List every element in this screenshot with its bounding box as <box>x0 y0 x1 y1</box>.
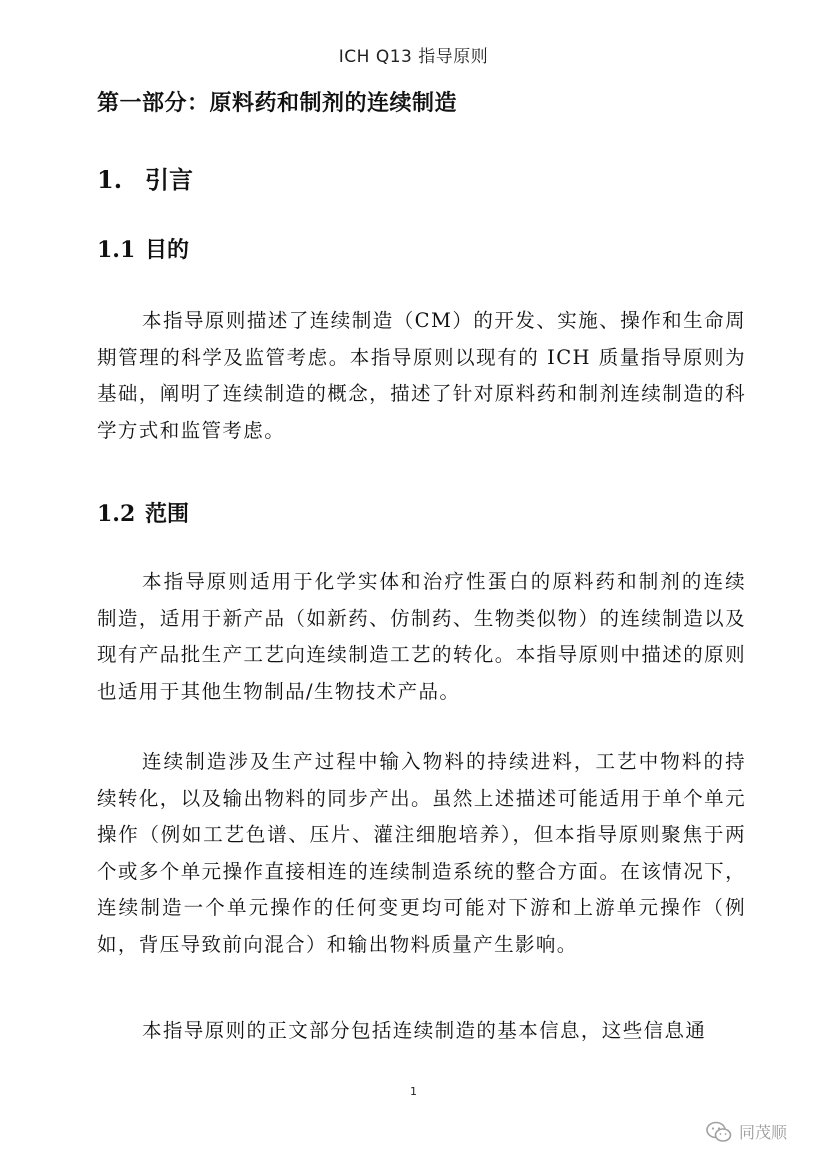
section-number: 1. <box>97 165 123 194</box>
subsection-heading-scope <box>97 497 189 528</box>
subsection-number: 1.1 <box>97 237 136 263</box>
body-paragraph-purpose: 本指导原则描述了连续制造（CM）的开发、实施、操作和生命周期管理的科学及监管考虑。本指导原则以现有的 ICH 质量指导原则为基础，阐明了连续制造的概念，描述了针对原料药和制剂连续制造的科学方式和监管考虑。 <box>97 309 746 442</box>
body-paragraph-scope-3: 本指导原则的正文部分包括连续制造的基本信息，这些信息通 <box>142 1019 707 1042</box>
body-paragraph-scope-1: 本指导原则适用于化学实体和治疗性蛋白的原料药和制剂的连续制造，适用于新产品（如新药、仿制药、生物类似物）的连续制造以及现有产品批生产工艺向连续制造工艺的转化。本指导原则中描述的原则也适用于其他生物制品/生物技术产品。 <box>97 570 746 703</box>
subsection-title: 目的 <box>145 237 190 263</box>
subsection-heading-purpose <box>97 233 189 264</box>
subsection-number: 1.2 <box>97 501 136 527</box>
section-title: 引言 <box>145 165 193 194</box>
watermark-account-name: 同茂顺 <box>739 1123 788 1142</box>
subsection-title: 范围 <box>145 501 190 527</box>
body-paragraph-scope-2: 连续制造涉及生产过程中输入物料的持续进料，工艺中物料的持续转化，以及输出物料的同步产出。虽然上述描述可能适用于单个单元操作（例如工艺色谱、压片、灌注细胞培养），但本指导原则聚焦于两个或多个单元操作直接相连的连续制造系统的整合方面。在该情况下，连续制造一个单元操作的任何变更均可能对下游和上游单元操作（例如，背压导致前向混合）和输出物料质量产生影响。 <box>97 750 746 956</box>
section-heading-introduction <box>97 160 193 195</box>
running-header: ICH Q13 指导原则 <box>338 47 489 67</box>
part-title: 第一部分：原料药和制剂的连续制造 <box>97 90 458 116</box>
wechat-icon <box>706 1121 732 1143</box>
watermark <box>706 1120 787 1143</box>
page-number: 1 <box>410 1085 417 1098</box>
